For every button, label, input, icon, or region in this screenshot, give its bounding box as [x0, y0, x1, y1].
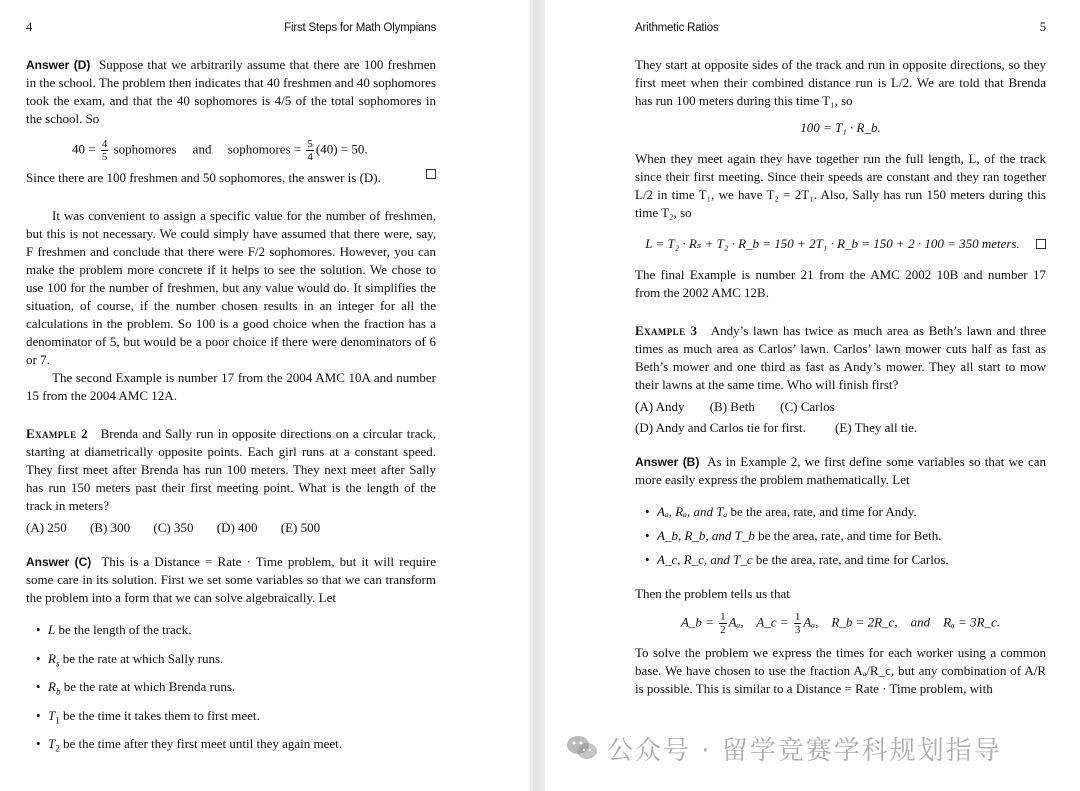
list-item: • $R_s$ be the rate at which Sally runs.: [26, 650, 436, 673]
choice-d: (D) 400: [216, 520, 258, 535]
page-gutter: [530, 0, 545, 791]
example-2-choices: [26, 519, 436, 537]
then-line: Then the problem tells us that: [635, 586, 790, 601]
fraction: $\frac{1}{3}$: [794, 611, 801, 636]
variable-list: [635, 503, 1046, 569]
paragraph-convenient: It was convenient to assign a specific value for the number of freshmen, but this is not necessary. We could simply have assumed that there were, say, F freshmen and conclude that there were F/2 sophomores. However, you can make the problem more concrete if it helps to see the solution. We chose to use 100 for the number of freshmen, but any value would do. It simplifies the situation, of course, if the number chosen results in an integer for all the calculations in the problem. So 100 is a good choice when the fraction has a denominator of 5, but would be a poor choice if there were denominators of 6 or 7.: [26, 208, 436, 367]
equation-sophomores: [26, 138, 436, 163]
eq-mid: sophomores and sophomores =: [113, 141, 302, 157]
eq-text: L = T₂ · Rₛ + T₂ · R_b = 150 + 2T₁ · R_b = 150 + 2 · 100 = 350 meters.: [645, 236, 1020, 251]
choice-a: (A) 250: [26, 520, 67, 535]
answer-text: Suppose that we arbitrarily assume that there are 100 freshmen in the school. The problem then indicates that 40 freshmen and 40 sophomores took the exam, and that the 40 sophomores is 4/5 of the total sophomores in the school. So: [26, 57, 437, 126]
qed-box-icon: [426, 169, 436, 179]
example-2-paragraph: [26, 425, 436, 515]
qed-box-icon: [1036, 239, 1046, 249]
watermark-text: 公众号 · 留学竞赛学科规划指导: [607, 735, 1002, 766]
variable-list: [26, 621, 436, 758]
list-item: • A_b, R_b, and T_b be the area, rate, and time for Beth.: [635, 527, 1046, 545]
list-item: • $T_1$ be the time it takes them to first meet.: [26, 707, 436, 730]
list-item: • A_c, R_c, and T_c be the area, rate, and time for Carlos.: [635, 551, 1046, 569]
running-title: Arithmetic Ratios: [635, 22, 719, 34]
since-text: Since there are 100 freshmen and 50 sophomores, the answer is (D).: [26, 170, 381, 185]
eq-rhs: (40) = 50.: [315, 141, 368, 157]
right-page-header: [635, 20, 1046, 42]
page-number: 5: [1039, 20, 1046, 34]
since-line: [26, 169, 436, 187]
choice-b: (B) 300: [90, 520, 131, 535]
equation-first-meet: 100 = T₁ · R_b.: [800, 120, 881, 135]
paragraph-second-example: The second Example is number 17 from the 2004 AMC 10A and number 15 from the 2004 AMC 12A.: [26, 370, 436, 403]
choice-c: (C) Carlos: [780, 399, 835, 414]
wechat-icon: [565, 733, 599, 763]
left-page: [0, 0, 530, 791]
choice-a: (A) Andy: [635, 399, 685, 414]
example-3-choices-row1: [635, 398, 1046, 416]
choice-b: (B) Beth: [709, 399, 755, 414]
answer-label: Answer (D): [26, 58, 91, 72]
answer-text: As in Example 2, we first define some variables so that we can more easily express the problem mathematically. Let: [635, 454, 1046, 487]
answer-label: Answer (B): [635, 455, 700, 469]
example-label: Example 3: [635, 323, 698, 338]
left-page-header: [26, 20, 436, 42]
fraction: $\frac{1}{2}$: [720, 611, 726, 636]
paragraph-common-base: To solve the problem we express the times for each worker using a common base. We have chosen to use the fraction Aₐ/R_c, but any combination of A/R is possible. This is similar to a Distance = Rate · Time problem, with: [635, 645, 1046, 696]
example-3-choices-row2: [635, 419, 1046, 437]
answer-text: This is a Distance = Rate · Time problem, but it will require some care in its solution. First we set some variables so that we can transform the problem into a form that we can solve algebraically. Let: [26, 554, 437, 605]
right-page: [545, 0, 1080, 791]
wechat-watermark: [565, 730, 1055, 766]
paragraph-start-opposite: They start at opposite sides of the track and run in opposite directions, so they first meet when their combined distance run is L/2. We are told that Brenda has run 100 meters during this time T₁, so: [635, 57, 1046, 108]
running-title: First Steps for Math Olympians: [284, 22, 436, 34]
example-text: Brenda and Sally run in opposite directions on a circular track, starting at diametrically opposite points. Each girl runs at a constant speed. They first meet after Brenda has run 100 meters. They next meet after Sally has run 150 meters past their first meeting point. What is the length of the track in meters?: [26, 426, 436, 513]
answer-d-paragraph: [26, 56, 436, 128]
list-item: • $T_2$ be the time after they first meet until they again meet.: [26, 735, 436, 758]
equation-relations: A_b = $\frac{1}{2}$ Aₐ, A_c = $\frac{1}{3}$ Aₐ, R_b = 2R_c, and Rₐ = 3R_c.: [680, 611, 1001, 636]
choice-c: (C) 350: [153, 520, 194, 535]
eq-lhs: 40 =: [72, 141, 96, 157]
paragraph-final-example: The final Example is number 21 from the AMC 2002 10B and number 17 from the 2002 AMC 12B.: [635, 267, 1046, 300]
answer-c-paragraph: [26, 553, 436, 607]
example-3-paragraph: [635, 322, 1046, 394]
choice-e: (E) They all tie.: [835, 420, 918, 435]
choice-e: (E) 500: [280, 520, 321, 535]
fraction: $\frac{4}{5}$: [101, 138, 108, 163]
example-label: Example 2: [26, 426, 88, 441]
list-item: • Aₐ, Rₐ, and Tₐ be the area, rate, and time for Andy.: [635, 503, 1046, 521]
paragraph-meet-again: When they meet again they have together run the full length, L, of the track since their first meeting. Since their speeds are constant and they ran together L/2 in time T₁, we have T₂ = 2T₁. Also, Sally has run 150 meters during this time T₂, so: [635, 151, 1046, 220]
example-text: Andy’s lawn has twice as much area as Beth’s lawn and three times as much area as Carlos’ lawn. Carlos’ lawn mower cuts half as fast as Beth’s mower and one third as fast as Andy’s mower. They all start to mow their lawns at the same time. Who will finish first?: [635, 323, 1046, 392]
answer-label: Answer (C): [26, 555, 92, 569]
list-item: • $R_b$ be the rate at which Brenda runs.: [26, 678, 436, 701]
equation-track-length: [635, 236, 1046, 252]
choice-d: (D) Andy and Carlos tie for first.: [635, 420, 806, 435]
page-number: 4: [26, 20, 33, 34]
list-item: • L be the length of the track.: [26, 621, 436, 644]
answer-b-paragraph: [635, 453, 1046, 489]
fraction: $\frac{5}{4}$: [307, 138, 313, 163]
